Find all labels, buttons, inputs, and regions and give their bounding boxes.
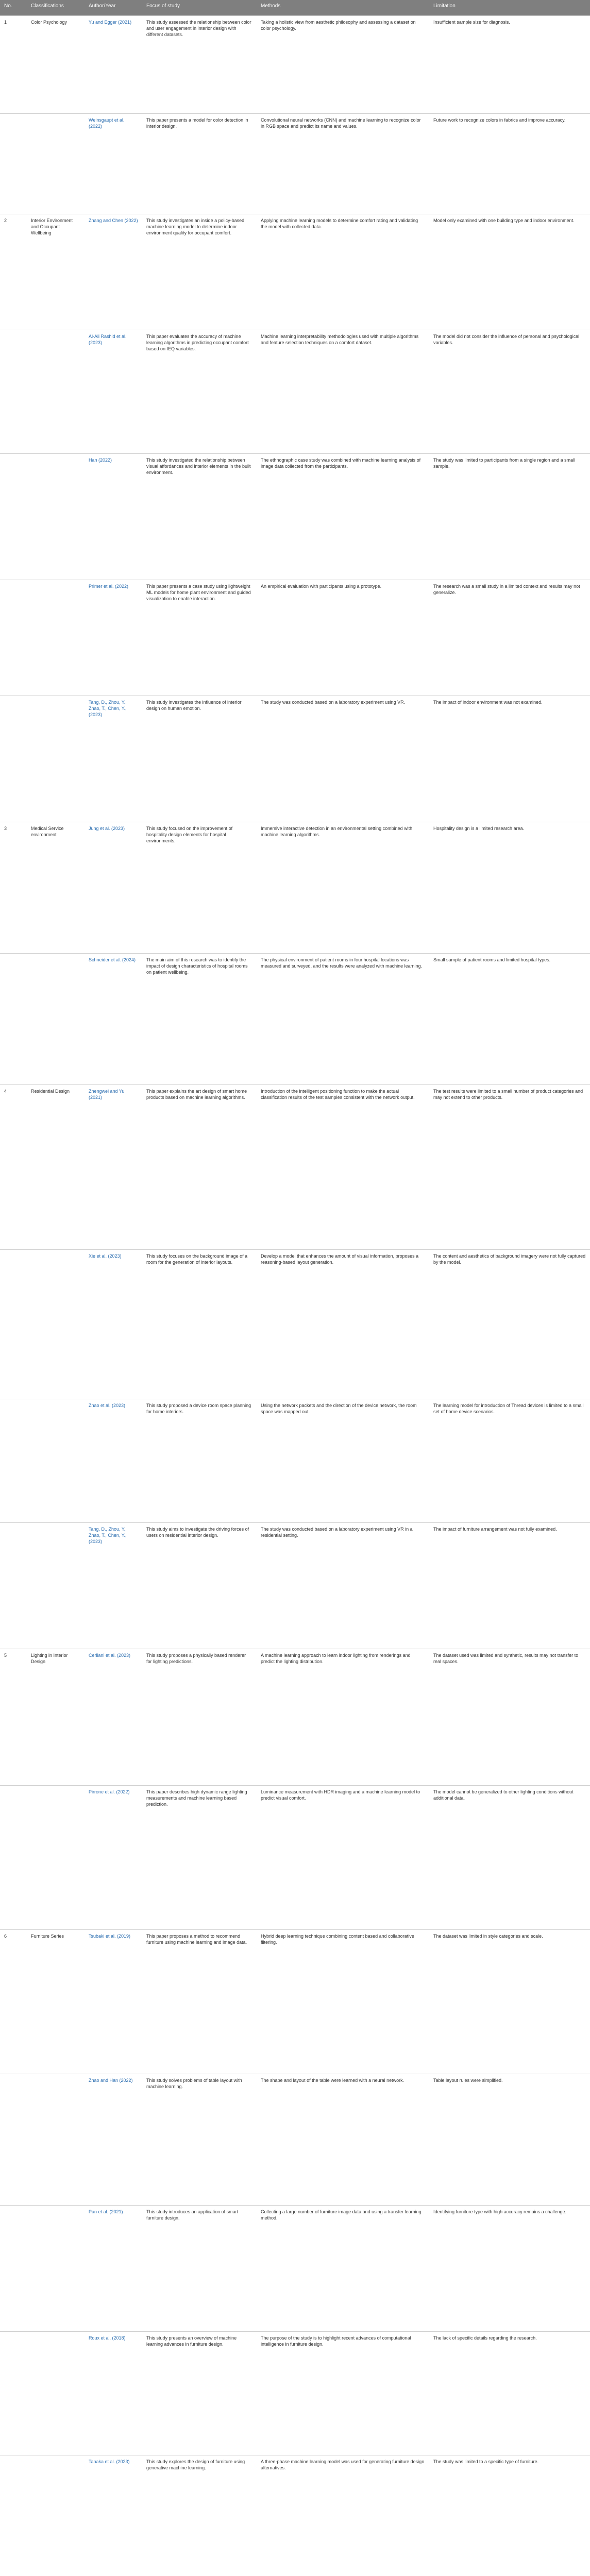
cell-focus: This paper presents a model for color detection in interior design. [142,114,257,214]
cell-methods: Taking a holistic view from aesthetic philosophy and assessing a dataset on color psychology. [257,16,429,114]
cell-classification [27,1250,85,1399]
table-header [0,0,590,16]
cell-classification: Lighting in Interior Design [27,1649,85,1786]
cell-focus: The main aim of this research was to identify the impact of design characteristics of hospital rooms on patient wellbeing. [142,954,257,1085]
cell-limitation: The dataset was limited in style categories and scale. [429,1930,590,2074]
cell-methods: An empirical evaluation with participants using a prototype. [257,580,429,696]
cell-limitation: Table layout rules were simplified. [429,2074,590,2206]
cell-limitation: The model cannot be generalized to other lighting conditions without additional data. [429,1786,590,1930]
table-body [0,16,590,2576]
cell-no: 5 [0,1649,27,1786]
cell-methods: Develop a model that enhances the amount of visual information, proposes a reasoning-based layout generation. [257,1250,429,1399]
cell-classification: Medical Service environment [27,822,85,954]
cell-no [0,330,27,454]
table-row [0,2074,590,2206]
cell-author[interactable]: Al-Ali Rashid et al. (2023) [85,330,142,454]
cell-methods: Immersive interactive detection in an environmental setting combined with machine learning algorithms. [257,822,429,954]
cell-methods: Convolutional neural networks (CNN) and machine learning to recognize color in RGB space and predict its name and values. [257,114,429,214]
cell-no [0,1523,27,1649]
cell-classification: Residential Design [27,1085,85,1250]
cell-focus: This paper evaluates the accuracy of machine learning algorithms in predicting occupant comfort based on IEQ variables. [142,330,257,454]
cell-limitation: The study was limited to participants from a single region and a small sample. [429,454,590,580]
cell-classification: Furniture Series [27,1930,85,2074]
cell-limitation: The learning model for introduction of Thread devices is limited to a small set of home device scenarios. [429,1399,590,1523]
cell-limitation: The content and aesthetics of background imagery were not fully captured by the model. [429,1250,590,1399]
header-limitation: Limitation [429,0,590,16]
cell-classification [27,330,85,454]
cell-no [0,454,27,580]
cell-focus: This paper explains the art design of smart home products based on machine learning algorithms. [142,1085,257,1250]
cell-methods: The purpose of the study is to highlight recent advances of computational intelligence in furniture design. [257,2332,429,2455]
cell-no [0,1250,27,1399]
cell-classification [27,114,85,214]
cell-author[interactable]: Zhengwei and Yu (2021) [85,1085,142,1250]
table-row [0,1250,590,1399]
cell-limitation: The study was limited to a specific type of furniture. [429,2455,590,2576]
cell-no [0,1399,27,1523]
cell-classification [27,1399,85,1523]
cell-focus: This study investigated the relationship between visual affordances and interior elements in the built environment. [142,454,257,580]
cell-focus: This study solves problems of table layout with machine learning. [142,2074,257,2206]
table-row [0,954,590,1085]
cell-limitation: The lack of specific details regarding the research. [429,2332,590,2455]
cell-classification [27,2455,85,2576]
cell-author[interactable]: Primer et al. (2022) [85,580,142,696]
cell-classification [27,580,85,696]
cell-author[interactable]: Cerliani et al. (2023) [85,1649,142,1786]
cell-methods: A machine learning approach to learn indoor lighting from renderings and predict the lighting distribution. [257,1649,429,1786]
table-row [0,2206,590,2332]
cell-methods: The physical environment of patient rooms in four hospital locations was measured and surveyed, and the results were analyzed with machine learning. [257,954,429,1085]
cell-methods: Introduction of the intelligent positioning function to make the actual classification results of the test samples consistent with the network output. [257,1085,429,1250]
cell-author[interactable]: Weinsgaupt et al. (2022) [85,114,142,214]
cell-author[interactable]: Tang, D., Zhou, Y., Zhao, T., Chen, Y., (2023) [85,696,142,822]
cell-classification [27,454,85,580]
cell-classification [27,2332,85,2455]
cell-author[interactable]: Zhang and Chen (2022) [85,214,142,330]
cell-author[interactable]: Pan et al. (2021) [85,2206,142,2332]
cell-classification: Color Psychology [27,16,85,114]
cell-limitation: Identifying furniture type with high accuracy remains a challenge. [429,2206,590,2332]
cell-author[interactable]: Tang, D., Zhou, Y., Zhao, T., Chen, Y., (2023) [85,1523,142,1649]
cell-classification [27,954,85,1085]
cell-methods: Machine learning interpretability methodologies used with multiple algorithms and feature selection techniques on a comfort dataset. [257,330,429,454]
cell-author[interactable]: Zhao et al. (2023) [85,1399,142,1523]
table-row [0,454,590,580]
cell-author[interactable]: Xie et al. (2023) [85,1250,142,1399]
cell-focus: This study proposes a physically based renderer for lighting predictions. [142,1649,257,1786]
cell-methods: Luminance measurement with HDR imaging and a machine learning model to predict visual comfort. [257,1786,429,1930]
cell-limitation: Hospitality design is a limited research area. [429,822,590,954]
cell-author[interactable]: Roux et al. (2018) [85,2332,142,2455]
cell-limitation: Small sample of patient rooms and limited hospital types. [429,954,590,1085]
cell-classification [27,2206,85,2332]
cell-no [0,2455,27,2576]
cell-methods: The shape and layout of the table were learned with a neural network. [257,2074,429,2206]
cell-focus: This paper describes high dynamic range lighting measurements and machine learning based prediction. [142,1786,257,1930]
cell-author[interactable]: Tanaka et al. (2023) [85,2455,142,2576]
cell-focus: This study introduces an application of smart furniture design. [142,2206,257,2332]
table-row [0,2455,590,2576]
cell-classification [27,696,85,822]
cell-classification [27,1523,85,1649]
cell-no [0,580,27,696]
cell-limitation: The research was a small study in a limited context and results may not generalize. [429,580,590,696]
table-row [0,822,590,954]
cell-classification [27,2074,85,2206]
cell-methods: The ethnographic case study was combined with machine learning analysis of image data collected from the participants. [257,454,429,580]
cell-methods: The study was conducted based on a laboratory experiment using VR in a residential setting. [257,1523,429,1649]
cell-no: 4 [0,1085,27,1250]
table-row [0,16,590,114]
cell-no: 6 [0,1930,27,2074]
cell-author[interactable]: Han (2022) [85,454,142,580]
cell-limitation: The impact of indoor environment was not examined. [429,696,590,822]
cell-no [0,114,27,214]
cell-focus: This study explores the design of furniture using generative machine learning. [142,2455,257,2576]
header-methods: Methods [257,0,429,16]
cell-focus: This paper proposes a method to recommend furniture using machine learning and image data. [142,1930,257,2074]
cell-no: 2 [0,214,27,330]
table-row [0,1649,590,1786]
table-row [0,1930,590,2074]
header-row [0,0,590,16]
table-row [0,580,590,696]
cell-limitation: The test results were limited to a small number of product categories and may not extend to other products. [429,1085,590,1250]
cell-limitation: The model did not consider the influence of personal and psychological variables. [429,330,590,454]
cell-focus: This study investigates the influence of interior design on human emotion. [142,696,257,822]
cell-limitation: The impact of furniture arrangement was not fully examined. [429,1523,590,1649]
cell-focus: This study focused on the improvement of hospitality design elements for hospital environments. [142,822,257,954]
cell-focus: This study focuses on the background image of a room for the generation of interior layouts. [142,1250,257,1399]
cell-no [0,2074,27,2206]
cell-methods: Hybrid deep learning technique combining content based and collaborative filtering. [257,1930,429,2074]
cell-author[interactable]: Jung et al. (2023) [85,822,142,954]
table-row [0,2332,590,2455]
cell-author[interactable]: Tsubaki et al. (2019) [85,1930,142,2074]
table-row [0,1786,590,1930]
cell-limitation: Future work to recognize colors in fabrics and improve accuracy. [429,114,590,214]
cell-limitation: Model only examined with one building type and indoor environment. [429,214,590,330]
cell-methods: Applying machine learning models to determine comfort rating and validating the model with collected data. [257,214,429,330]
cell-focus: This paper presents a case study using lightweight ML models for home plant environment and guided visualization to enable interaction. [142,580,257,696]
cell-focus: This study investigates an inside a policy-based machine learning model to determine indoor environment quality for occupant comfort. [142,214,257,330]
cell-no: 1 [0,16,27,114]
table-row [0,1085,590,1250]
header-classifications: Classifications [27,0,85,16]
cell-focus: This study presents an overview of machine learning advances in furniture design. [142,2332,257,2455]
cell-classification: Interior Environment and Occupant Wellbeing [27,214,85,330]
cell-no [0,954,27,1085]
cell-methods: Collecting a large number of furniture image data and using a transfer learning method. [257,2206,429,2332]
cell-focus: This study assessed the relationship between color and user engagement in interior design with different datasets. [142,16,257,114]
header-focus: Focus of study [142,0,257,16]
cell-author[interactable]: Schneider et al. (2024) [85,954,142,1085]
cell-focus: This study aims to investigate the driving forces of users on residential interior design. [142,1523,257,1649]
cell-author[interactable]: Yu and Egger (2021) [85,16,142,114]
cell-methods: The study was conducted based on a laboratory experiment using VR. [257,696,429,822]
cell-no [0,2332,27,2455]
cell-no [0,2206,27,2332]
header-author-year: Author/Year [85,0,142,16]
table-row [0,330,590,454]
cell-no: 3 [0,822,27,954]
table-row [0,214,590,330]
cell-classification [27,1786,85,1930]
cell-methods: A three-phase machine learning model was used for generating furniture design alternatives. [257,2455,429,2576]
table-row [0,1399,590,1523]
cell-author[interactable]: Pirrone et al. (2022) [85,1786,142,1930]
cell-methods: Using the network packets and the direction of the device network, the room space was mapped out. [257,1399,429,1523]
cell-no [0,696,27,822]
cell-focus: This study proposed a device room space planning for home interiors. [142,1399,257,1523]
table-row [0,114,590,214]
cell-author[interactable]: Zhao and Han (2022) [85,2074,142,2206]
header-no: No. [0,0,27,16]
table-row [0,696,590,822]
cell-no [0,1786,27,1930]
cell-limitation: The dataset used was limited and synthetic, results may not transfer to real spaces. [429,1649,590,1786]
table-row [0,1523,590,1649]
cell-limitation: Insufficient sample size for diagnosis. [429,16,590,114]
